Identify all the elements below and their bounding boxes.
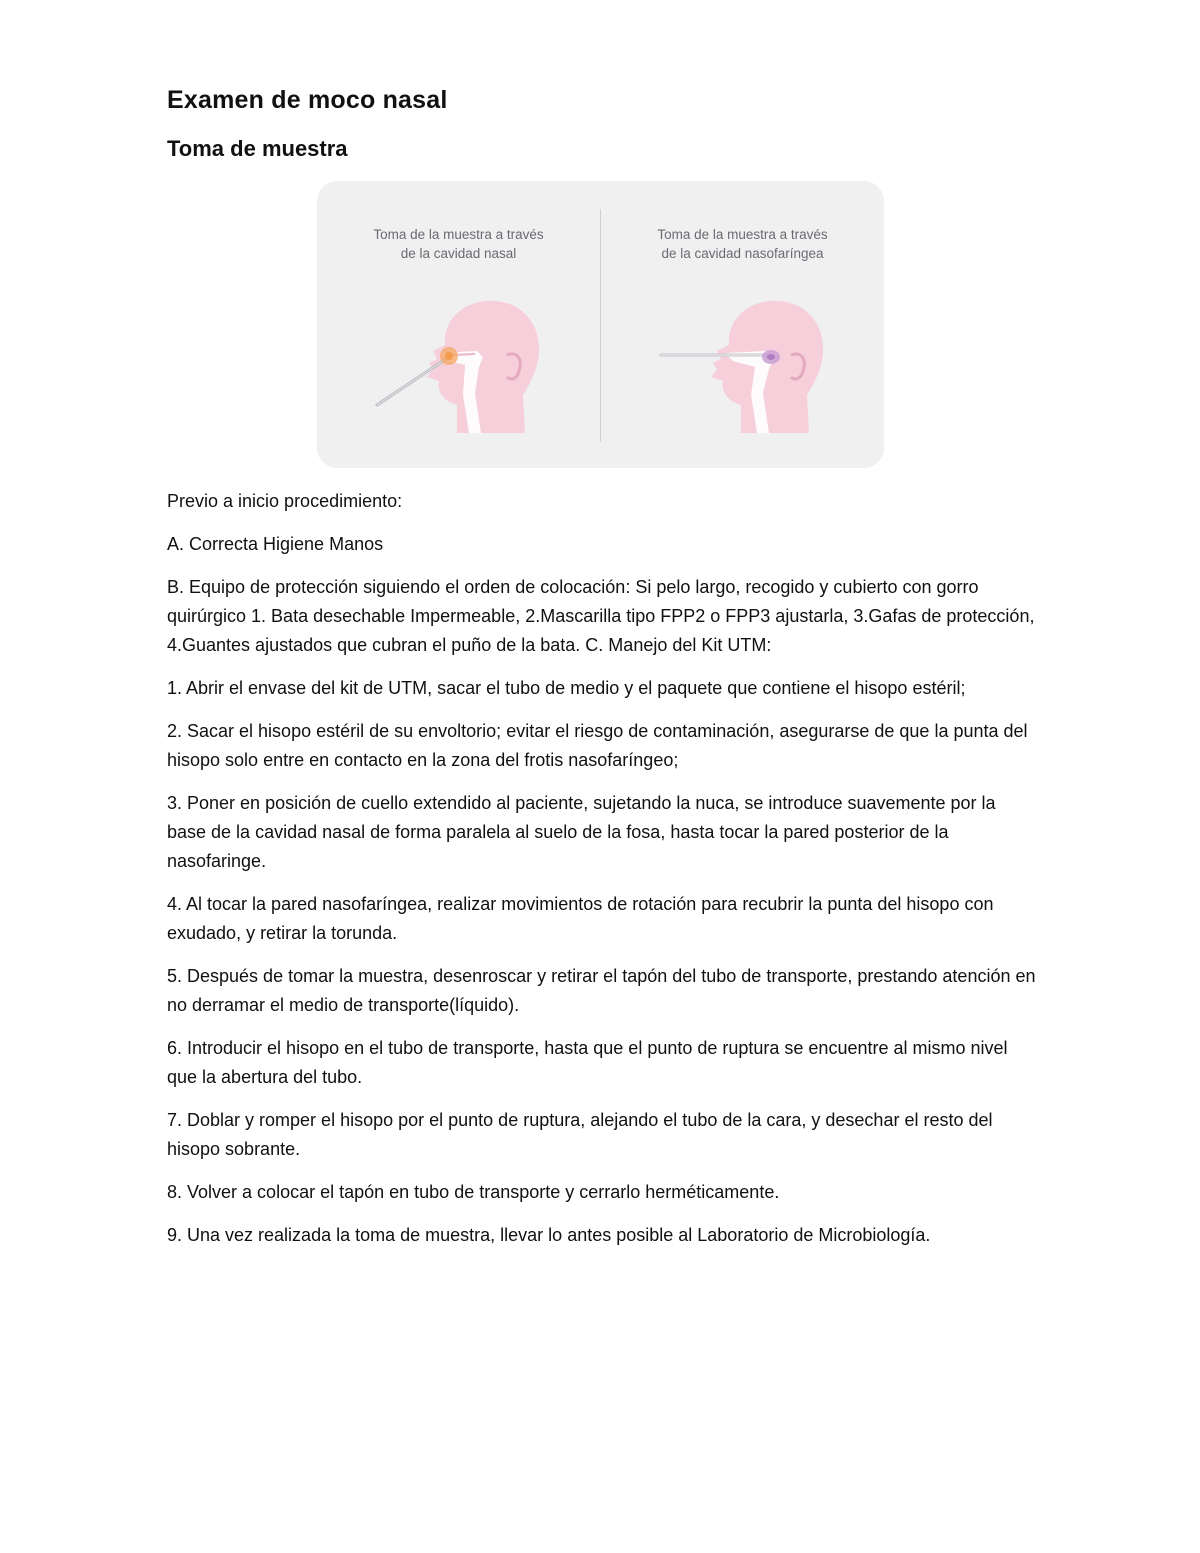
step-8: 8. Volver a colocar el tapón en tubo de transporte y cerrarlo herméticamente. (167, 1182, 780, 1202)
step-7: 7. Doblar y romper el hisopo por el punto de ruptura, alejando el tubo de la cara, y desechar el resto del hisopo sobrante. (167, 1110, 993, 1159)
nasopharyngeal-panel-caption (601, 225, 884, 263)
step-9: 9. Una vez realizada la toma de muestra, llevar lo antes posible al Laboratorio de Microbiología. (167, 1225, 931, 1245)
document-title: Examen de moco nasal (167, 86, 448, 114)
step-1: 1. Abrir el envase del kit de UTM, sacar el tubo de medio y el paquete que contiene el hisopo estéril; (167, 678, 966, 698)
step-6: 6. Introducir el hisopo en el tubo de transporte, hasta que el punto de ruptura se encuentre al mismo nivel que la abertura del tubo. (167, 1038, 1008, 1087)
nasopharyngeal-caption-line-2: de la cavidad nasofaríngea (661, 246, 824, 261)
step-2: 2. Sacar el hisopo estéril de su envoltorio; evitar el riesgo de contaminación, asegurarse de que la punta del hisopo solo entre en contacto en la zona del frotis nasofaríngeo; (167, 721, 1028, 770)
sampling-illustration (317, 181, 884, 468)
paragraph-intro: Previo a inicio procedimiento: (167, 491, 403, 511)
section-title: Toma de muestra (167, 136, 348, 161)
head-profile-nasal-icon (357, 293, 577, 443)
step-4: 4. Al tocar la pared nasofaríngea, realizar movimientos de rotación para recubrir la punta del hisopo con exudado, y retirar la torunda. (167, 894, 994, 943)
nasal-caption-line-1: Toma de la muestra a través (373, 227, 544, 242)
nasopharyngeal-sampling-panel (601, 181, 884, 468)
head-silhouette (427, 301, 539, 433)
procedure-text (167, 487, 1037, 1264)
head-profile-nasopharyngeal-icon (641, 293, 861, 443)
nasal-sampling-panel (317, 181, 600, 468)
nasal-panel-caption (317, 225, 600, 263)
step-3: 3. Poner en posición de cuello extendido al paciente, sujetando la nuca, se introduce suavemente por la base de la cavidad nasal de forma paralela al suelo de la fosa, hasta tocar la pared posterior de la nasofaringe. (167, 793, 996, 871)
step-5: 5. Después de tomar la muestra, desenroscar y retirar el tapón del tubo de transporte, prestando atención en no derramar el medio de transporte(líquido). (167, 966, 1036, 1015)
nasal-caption-line-2: de la cavidad nasal (400, 246, 517, 261)
paragraph-protective-equipment: B. Equipo de protección siguiendo el orden de colocación: Si pelo largo, recogido y cubierto con gorro quirúrgico 1. Bata desechable Impermeable, 2.Mascarilla tipo FPP2 o FPP3 ajustarla, 3.Gafas de protección, 4.Guantes ajustados que cubran el puño de la bata. C. Manejo del Kit UTM: (167, 577, 1035, 655)
nasopharyngeal-caption-line-1: Toma de la muestra a través (657, 227, 828, 242)
paragraph-hand-hygiene: A. Correcta Higiene Manos (167, 534, 384, 554)
